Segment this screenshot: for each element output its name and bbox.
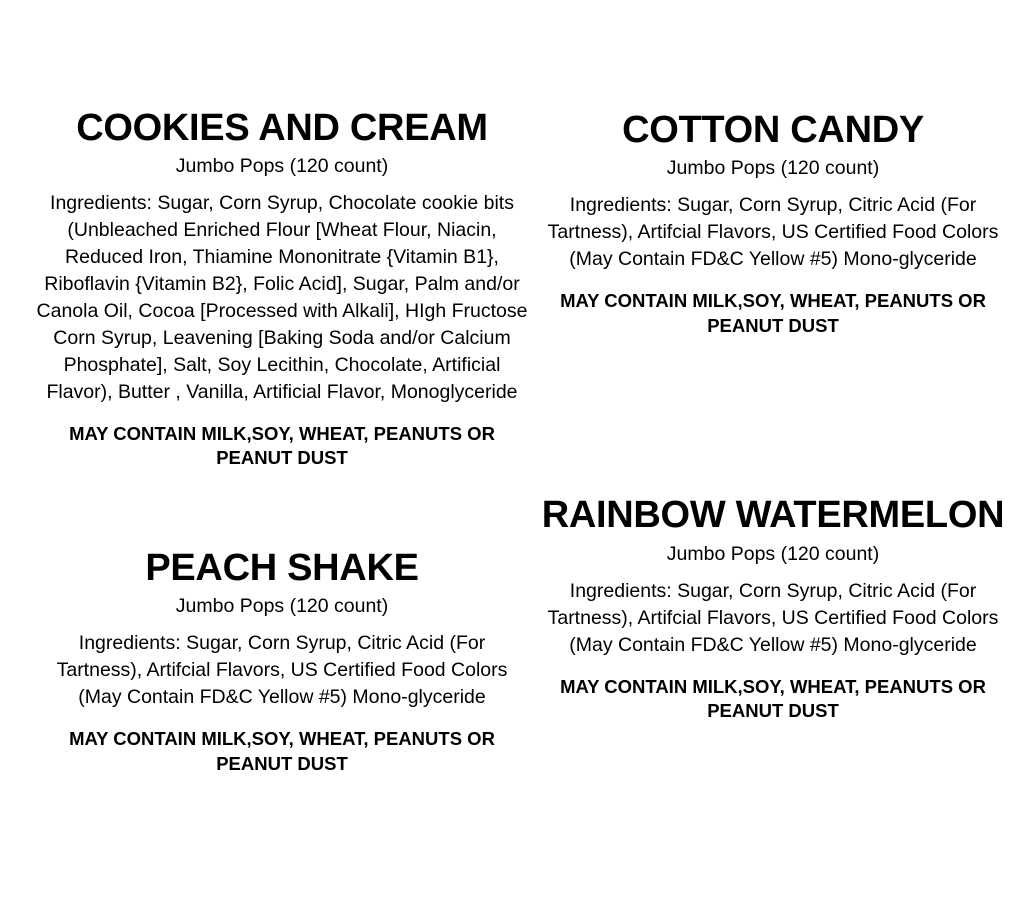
ingredients-text: Ingredients: Sugar, Corn Syrup, Citric Acid (For Tartness), Artifcial Flavors, US Certified Food Colors (May Contain FD&C Yellow #5) Mono-glyceride [547,579,999,656]
ingredient-panel-rainbow-watermelon [538,494,1008,723]
product-subtitle: Jumbo Pops (120 count) [175,155,389,178]
allergen-warning: MAY CONTAIN MILK,SOY, WHEAT, PEANUTS OR PEANUT DUST [560,675,986,722]
flavor-title: RAINBOW WATERMELON [541,494,1005,536]
allergen-warning: MAY CONTAIN MILK,SOY, WHEAT, PEANUTS OR PEANUT DUST [69,728,495,774]
flavor-title: COOKIES AND CREAM [76,107,488,149]
flavor-title: PEACH SHAKE [145,547,419,589]
ingredient-panel-cotton-candy [538,110,1008,338]
flavor-title: COTTON CANDY [622,109,924,151]
ingredients-text: Ingredients: Sugar, Corn Syrup, Citric Acid (For Tartness), Artifcial Flavors, US Certified Food Colors (May Contain FD&C Yellow #5) Mono-glyceride [547,194,999,271]
ingredient-panel-cookies-and-cream [26,108,538,470]
product-subtitle: Jumbo Pops (120 count) [666,542,880,565]
product-subtitle: Jumbo Pops (120 count) [666,157,880,180]
ingredient-panel-peach-shake [26,548,538,776]
allergen-warning: MAY CONTAIN MILK,SOY, WHEAT, PEANUTS OR PEANUT DUST [560,290,986,336]
ingredients-text: Ingredients: Sugar, Corn Syrup, Citric Acid (For Tartness), Artifcial Flavors, US Certified Food Colors (May Contain FD&C Yellow #5) Mono-glyceride [56,632,508,709]
ingredients-text: Ingredients: Sugar, Corn Syrup, Chocolate cookie bits (Unbleached Enriched Flour [Wheat Flour, Niacin, Reduced Iron, Thiamine Mononitrate {Vitamin B1}, Riboflavin {Vitamin B2}, Folic Acid], Sugar, Palm and/or Canola Oil, Cocoa [Processed with Alkali], HIgh Fructose Corn Syrup, Leavening [Baking Soda and/or Calcium Phosphate], Salt, Soy Lecithin, Chocolate, Artificial Flavor), Butter , Vanilla, Artificial Flavor, Monoglyceride [36,192,528,403]
allergen-warning: MAY CONTAIN MILK,SOY, WHEAT, PEANUTS OR PEANUT DUST [69,422,495,469]
product-subtitle: Jumbo Pops (120 count) [175,595,389,618]
